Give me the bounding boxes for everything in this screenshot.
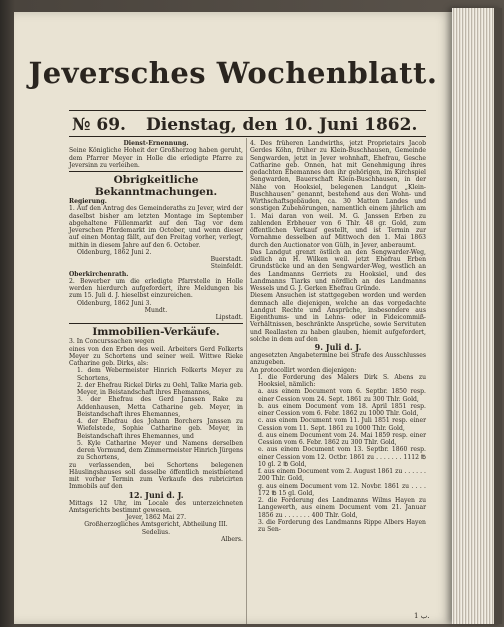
sign-lipstadt: Lipstadt.	[215, 314, 243, 321]
list-item: 1. dem Webermeister Hinrich Folkerts Meyer zu Schortens,	[77, 367, 243, 382]
column-divider	[246, 138, 247, 624]
claim-item: a. aus einem Document vom 6. Septbr. 1850 resp. einer Cession vom 24. Sept. 1861 zu 300 Thlr. Gold,	[258, 388, 426, 403]
claim-item: c. aus einem Document vom 11. Juli 1851 resp. einer Cession vom 11. Sept. 1861 zu 1000 Thlr. Gold,	[258, 417, 426, 432]
paragraph-haeuslingshaus: zu verlassenden, bei Schortens belegenen Häuslingshauses soll dasselbe öffentlich meistbietend mit vorher Termin zum Verkaufe des rubricirten Immobils auf den	[69, 461, 243, 491]
sub-regierung: Regierung.	[69, 198, 107, 205]
paragraph-markt: 1. Auf den Antrag des Gemeinderaths zu Jever, wird der daselbst bisher am letzten Montage im September abgehaltene Füllenmarkt auf den Tag vor dem Jeverschen Pferdemarkt im October, und wenn dieser auf einen Montag fällt, auf den Freitag vorher, verlegt, mithin in diesem Jahre auf den 6. October.	[69, 205, 243, 249]
claim-item: I. die Forderung des Malers Dirk S. Abens zu Hooksiel, nämlich:	[258, 373, 426, 388]
masthead-title: Jeversches Wochenblatt.	[28, 56, 438, 90]
heading-dienst: Dienst-Ernennung.	[123, 140, 189, 147]
sign-steinfeldt: Steinfeldt.	[210, 263, 243, 271]
list-item: 2. der Ehefrau Rickel Dirks zu Oehl, Talke Maria geb. Meyer, in Beistandschaft ihres Ehemannes,	[77, 381, 243, 396]
left-column	[69, 140, 243, 543]
term-date-left: 12. Juni d. J.	[128, 489, 184, 500]
list-item: 3. der Ehefrau des Gerd Janssen Rake zu Addenhausen, Metta Catharine geb. Meyer, in Beistandschaft ihres Ehemannes,	[77, 396, 243, 418]
list-item: 4. der Ehefrau des Johann Borchers Janssen zu Wiefelstede, Sophie Catharine geb. Meyer, in Beistandschaft ihres Ehemannes, und	[77, 418, 243, 440]
claim-item: 2. die Forderung des Landmanns Wilms Hayen zu Langewerth, aus einem Document vom 21. Januar 1856 zu . . . . . . . 400 Thlr. Gold,	[258, 497, 426, 519]
paragraph-grenzen: Das Landgut grenzt östlich an den Sengwarder-Weg, südlich an H. Wilken weil. jetzt Ehefrau Erben Grundstücke und an den Sengwarder-Weg, westlich an des Landmanns Gerriets zu Hooksiel, und des Landmanns Tiarks und nördlich an des Landmanns Wessels und G. J. Gerken Ehefrau Gründe.	[250, 248, 426, 292]
sign-sedelius: Sedelius.	[141, 528, 171, 536]
claim-item: b. aus einem Document vom 18. April 1851 resp. einer Cession vom 6. Febr. 1862 zu 1000 Thlr. Gold,	[258, 402, 426, 417]
sign-buerstadt: Buerstadt.	[210, 256, 243, 263]
paragraph-protocollirt: An protocollirt worden diejenigen:	[250, 366, 357, 374]
divider	[69, 323, 243, 324]
divider	[69, 171, 243, 172]
claim-item: 3. die Forderung des Landmanns Rippe Albers Hayen zu Sen-	[258, 518, 426, 533]
issue-number: № 69.	[72, 115, 126, 135]
issue-date: Dienstag, den 10. Juni 1862.	[146, 115, 418, 135]
newspaper-page	[14, 12, 452, 624]
claim-item: g. aus einem Document vom 12. Novbr. 1861 zu . . . . 172 ℔ 15 gl. Gold,	[258, 482, 426, 497]
paragraph-landgut: 4. Des früheren Landwirths, jetzt Proprietairs Jacob Gerdes Köhn, früher zu Klein-Buschhausen, Gemeinde Sengwarden, jetzt in Jever wohnhaft, Ehefrau, Gesche Catharine geb. Onnen, hat mit Genehmigung ihres gedachten Ehemannes den ihr gehörigen, im Kirchspiel Sengwarden, Bauerschaft Klein-Buschhausen, in der Nähe von Hooksiel, belegenen Landgut „Klein-Buschhausen“ genannt, bestehend aus den Wohn- und Wirthschaftsgebäuden, ca. 30 Matten Landes und sonstigen Zubehörungen, namentlich einem jährlich am 1. Mai daran von weil. M. G. Janssen Erben zu zahlenden Erbheuer von 6 Thlr. 48 gr. Gold, zum öffentlichen Verkauf gestellt, und ist Termin zur Vornahme desselben auf Mittwoch den 1. Mai 1863 durch den Auctionator von Gülh, in Jever, anberaumt.	[250, 140, 426, 249]
date-oldenburg-1: Oldenburg, 1862 Juni 2.	[77, 248, 152, 256]
paragraph-pfarrstelle: 2. Bewerber um die erledigte Pfarrstelle in Holle werden hierdurch aufgefordert, ihre Meldungen bis zum 15. Juli d. J. hieselbst einzureichen.	[69, 277, 243, 300]
book-page-edges	[452, 8, 502, 624]
list-item: 5. Kyle Catharine Meyer und Namens derselben deren Vormund, dem Zimmermeister Hinrich Jürgens zu Schortens,	[77, 439, 243, 462]
term-date-right: 9. Juli d. J.	[314, 342, 362, 352]
claim-item: d. aus einem Document vom 24. Mai 1859 resp. einer Cession vom 6. Febr. 1862 zu 300 Thlr. Gold,	[258, 431, 426, 446]
paragraph-angabetermin: angesetzten Angabetermine bei Strafe des Ausschlusses anzugeben.	[250, 352, 426, 367]
sub-oberkirchenrath: Oberkirchenrath.	[69, 270, 129, 278]
court-name: Großherzogliches Amtsgericht, Abtheilung III.	[84, 521, 228, 529]
section-obrigkeit: Obrigkeitliche Bekanntmachungen.	[94, 174, 218, 198]
right-column	[250, 140, 426, 533]
paragraph-mittags: Mittags 12 Uhr, im Locale des unterzeichneten Amtsgerichts bestimmt gewesen.	[69, 499, 243, 514]
page-footer-mark: ب 1.	[414, 612, 430, 620]
section-immobilien: Immobilien-Verkäufe.	[92, 326, 220, 339]
date-jever: Jever, 1862 Mai 27.	[125, 514, 187, 521]
paragraph-ansuchen: Diesem Ansuchen ist stattgegeben worden und werden demnach alle diejenigen, welche an das vorgedachte Landgut Rechte und Ansprüche, insbesondere aus Eigenthums- und in Lehns- oder in Fideicommiß-Verhältnissen, beschränkte Ansprüche, sowie Servituten und Reallasten zu haben glauben, hiemit aufgefordert, solche in dem auf den	[250, 292, 426, 343]
claim-item: f. aus einem Document vom 2. August 1861 zu . . . . . . 200 Thlr. Gold,	[258, 468, 426, 483]
masthead-rule	[69, 110, 426, 111]
date-oldenburg-2: Oldenburg, 1862 Juni 3.	[77, 299, 152, 307]
sign-mundt: Mundt.	[144, 306, 168, 314]
paragraph-dienst: Seine Königliche Hoheit der Großherzog haben geruht, dem Pfarrer Meyer in Holle die erledigte Pfarre zu Jeversinn zu verleihen.	[69, 147, 243, 169]
sign-albers: Albers.	[221, 535, 243, 543]
paragraph-concurs: 3. In Concurssachen wegen	[69, 338, 155, 346]
claim-item: e. aus einem Document vom 13. Septbr. 1860 resp. einer Cession vom 12. Octbr. 1861 zu . . . . . . . 1112 ℔ 10 gl. 2 ℔ Gold,	[258, 446, 426, 468]
paragraph-erben: eines von den Erben des weil. Arbeiters Gerd Folkerts Meyer zu Schortens und seiner weil. Wittwe Rieke Catharine geb. Dirks, als:	[69, 345, 243, 367]
issue-rule	[69, 136, 426, 137]
